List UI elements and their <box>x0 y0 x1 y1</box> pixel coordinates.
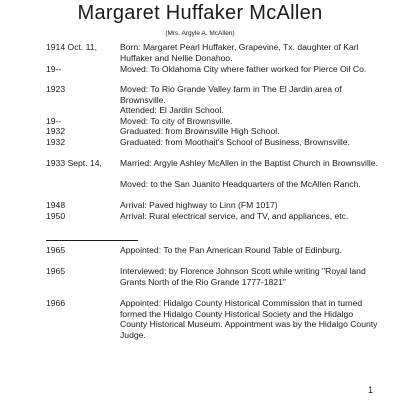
entry-body <box>120 64 380 75</box>
entry-label: Arrival: <box>120 211 147 221</box>
entry-body <box>120 245 380 256</box>
entry-body <box>120 42 380 63</box>
entry-body <box>120 126 380 137</box>
entry-text: Argyle Ashley McAllen in the Baptist Church in Brownsville. <box>153 158 378 168</box>
entry-label: Moved: <box>120 64 149 74</box>
entry-text: Paved highway to Linn (FM 1017) <box>149 200 278 210</box>
entry-label: Moved: <box>120 116 149 126</box>
entry-label: Graduated: <box>120 126 163 136</box>
entry-date: 1923 <box>46 84 66 94</box>
entry-body <box>120 200 380 211</box>
entry-label: Attended: <box>120 105 157 115</box>
page-title: Margaret Huffaker McAllen <box>77 2 323 24</box>
entry-text: from Moothait's School of Business, Brownsville. <box>165 137 350 147</box>
entry-text: El Jardin School. <box>159 105 224 115</box>
entry-label: Graduated: <box>120 137 163 147</box>
entry-text: Hidalgo County Historical Commission that in turned formed the Hidalgo County Historical Society and the Hidalgo County Historical Museum. Appointment was by the Hidalgo County Judge. <box>120 298 378 340</box>
entry-date: 1914 Oct. 11, <box>46 42 97 52</box>
entry-text: To city of Brownsville. <box>150 116 233 126</box>
section-divider <box>46 240 138 241</box>
entry-body <box>120 179 380 190</box>
entry-label: Married: <box>120 158 152 168</box>
entry-text: Rural electrical service, and TV, and appliances, etc. <box>149 211 349 221</box>
entry-date: 1965 <box>46 245 66 255</box>
entry-date: 1965 <box>46 266 66 276</box>
entry-label: Appointed: <box>120 245 162 255</box>
entry-text: To Oklahoma City where father worked for Pierce Oil Co. <box>150 64 367 74</box>
entry-body <box>120 105 380 116</box>
entry-date: 1950 <box>46 211 66 221</box>
page-number: 1 <box>368 385 374 395</box>
entry-body <box>120 137 380 148</box>
entry-label: Moved: <box>120 84 149 94</box>
entry-date: 1948 <box>46 200 66 210</box>
entry-text: to the San Juanito Headquarters of the McAllen Ranch. <box>150 179 361 189</box>
entry-text: Margaret Pearl Huffaker, Grapevine, Tx. daughter of Karl Huffaker and Nellie Donahoo. <box>120 42 359 63</box>
page-subtitle: (Mrs. Argyle A. McAllen) <box>165 30 235 37</box>
entry-label: Appointed: <box>120 298 162 308</box>
entry-label: Born: <box>120 42 141 52</box>
entry-text: by Florence Johnson Scott while writing "Royal land Grants North of the Rio Grande 1777-1821" <box>120 266 366 287</box>
entry-body <box>120 298 380 340</box>
entry-date: 1932 <box>46 126 66 136</box>
entry-body <box>120 211 380 222</box>
entry-date: 19-- <box>46 116 62 126</box>
entry-body <box>120 84 380 105</box>
entry-date: 19-- <box>46 64 62 74</box>
entry-label: Arrival: <box>120 200 147 210</box>
entry-label: Moved: <box>120 179 149 189</box>
entry-body <box>120 266 380 287</box>
entry-date: 1966 <box>46 298 66 308</box>
entry-label: Interviewed: <box>120 266 167 276</box>
entry-text: from Brownsville High School. <box>165 126 280 136</box>
entry-body <box>120 116 380 127</box>
entry-date: 1933 Sept. 14, <box>46 158 102 168</box>
entry-text: To the Pan American Round Table of Edinburg. <box>163 245 342 255</box>
entry-text: To Rio Grande Valley farm in The El Jardin area of Brownsville. <box>120 84 342 105</box>
entry-body <box>120 158 380 169</box>
entry-date: 1932 <box>46 137 66 147</box>
